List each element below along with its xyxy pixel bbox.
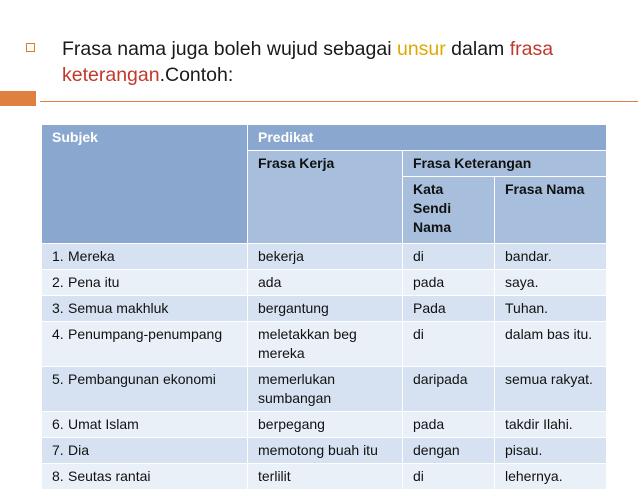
cell-frasa-nama: pisau. [495,438,607,464]
cell-frasa-nama: dalam bas itu. [495,322,607,367]
square-bullet-icon [26,43,35,52]
subjek-text: Umat Islam [68,416,139,432]
divider-line [40,101,638,102]
cell-subjek [42,296,248,322]
table-row [42,244,607,270]
row-number: 8. [52,468,64,484]
cell-frasa-nama: takdir Ilahi. [495,412,607,438]
cell-subjek [42,464,248,490]
phrase-table [41,124,607,490]
cell-frasa-kerja: ada [248,270,403,296]
divider-accent-block [0,91,36,106]
cell-kata-sendi-nama: pada [403,412,495,438]
row-number: 7. [52,442,64,458]
intro-part1: Frasa nama juga boleh wujud sebagai [62,38,397,60]
intro-part2: dalam [445,38,510,60]
table-row [42,412,607,438]
table-row [42,367,607,412]
row-number: 5. [52,371,64,387]
cell-kata-sendi-nama: di [403,464,495,490]
table-row [42,270,607,296]
intro-highlight-frasa-keterangan: frasa keterangan [62,38,554,86]
cell-frasa-nama: bandar. [495,244,607,270]
subjek-text: Pena itu [68,274,120,290]
cell-frasa-nama: semua rakyat. [495,367,607,412]
cell-frasa-kerja: bekerja [248,244,403,270]
cell-subjek [42,244,248,270]
cell-kata-sendi-nama: di [403,244,495,270]
cell-kata-sendi-nama: di [403,322,495,367]
cell-frasa-kerja: memerlukan sumbangan [248,367,403,412]
header-frasa-nama: Frasa Nama [495,177,607,244]
row-number: 1. [52,248,64,264]
header-frasa-keterangan: Frasa Keterangan [403,151,607,177]
table-row [42,438,607,464]
row-number: 6. [52,416,64,432]
table-row [42,464,607,490]
row-number: 3. [52,300,64,316]
row-number: 2. [52,274,64,290]
cell-frasa-nama: Tuhan. [495,296,607,322]
table-row [42,322,607,367]
subjek-text: Mereka [68,248,115,264]
header-frasa-kerja: Frasa Kerja [248,151,403,244]
subjek-text: Seutas rantai [68,468,151,484]
header-subjek: Subjek [42,125,248,244]
cell-frasa-kerja: memotong buah itu [248,438,403,464]
cell-subjek [42,438,248,464]
header-kata-sendi-nama: Kata Sendi Nama [403,177,495,244]
cell-kata-sendi-nama: dengan [403,438,495,464]
cell-frasa-nama: lehernya. [495,464,607,490]
cell-frasa-kerja: terlilit [248,464,403,490]
cell-subjek [42,270,248,296]
cell-kata-sendi-nama: pada [403,270,495,296]
intro-highlight-unsur: unsur [396,38,446,60]
cell-subjek [42,367,248,412]
intro-text [62,36,622,88]
subjek-text: Dia [68,442,90,458]
subjek-text: Penumpang-penumpang [68,326,223,342]
intro-part3: .Contoh: [159,64,234,86]
cell-kata-sendi-nama: daripada [403,367,495,412]
cell-subjek [42,322,248,367]
cell-frasa-kerja: berpegang [248,412,403,438]
cell-frasa-kerja: bergantung [248,296,403,322]
cell-subjek [42,412,248,438]
cell-frasa-nama: saya. [495,270,607,296]
cell-frasa-kerja: meletakkan beg mereka [248,322,403,367]
table-row [42,296,607,322]
row-number: 4. [52,326,64,342]
cell-kata-sendi-nama: Pada [403,296,495,322]
header-predikat: Predikat [248,125,607,151]
subjek-text: Semua makhluk [68,300,169,316]
subjek-text: Pembangunan ekonomi [68,371,216,387]
